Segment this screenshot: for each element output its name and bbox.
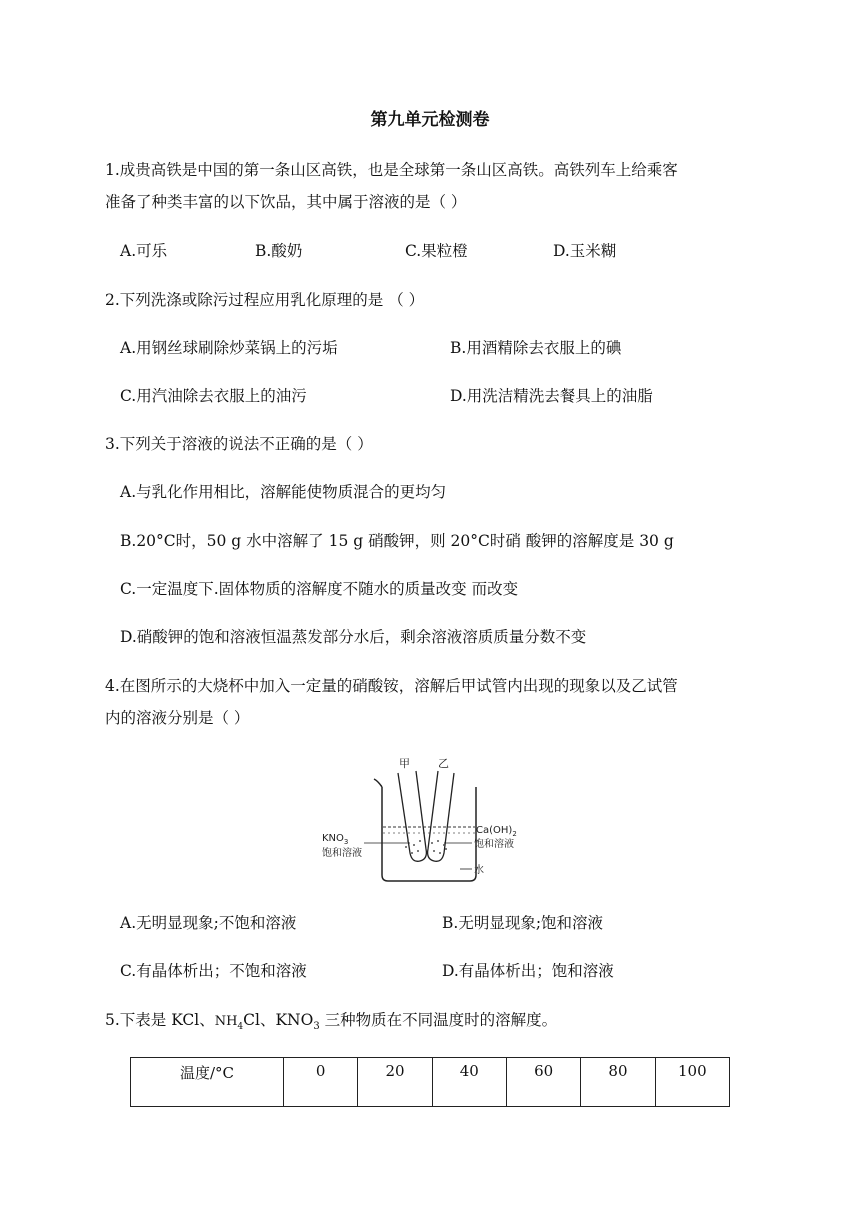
table-cell: 80 [581,1058,655,1107]
q4-stem-line1: 4.在图所示的大烧杯中加入一定量的硝酸铵，溶解后甲试管内出现的现象以及乙试管 [105,677,678,695]
q4-option-b: B.无明显现象;饱和溶液 [442,914,604,932]
kno3-label: $KNO_3$ [322,833,349,846]
kno3-solution-label: 饱和溶液 [322,848,362,859]
q2-option-a: A.用钢丝球刷除炒菜锅上的污垢 [120,339,338,357]
q2-stem: 2.下列洗涤或除污过程应用乳化原理的是 （ ） [105,291,425,309]
q2-option-b: B.用酒精除去衣服上的碘 [450,339,622,357]
tube-jia-label: 甲 [399,757,410,770]
table-header-cell: 温度/°C [131,1058,284,1107]
q3-stem: 3.下列关于溶液的说法不正确的是（ ） [105,435,373,453]
q4-stem-line2: 内的溶液分别是（ ） [105,709,250,727]
solubility-table [130,1057,730,1107]
beaker-diagram [320,757,540,892]
q2-option-d: D.用洗洁精洗去餐具上的油脂 [450,387,653,405]
table-cell: 60 [506,1058,580,1107]
water-label: 水 [474,865,484,876]
q1-option-b: B.酸奶 [255,242,303,260]
q3-option-c: C.一定温度下.固体物质的溶解度不随水的质量改变 而改变 [120,580,519,598]
caoh2-label: $Ca(OH)_2$ [476,825,517,838]
caoh2-solution-label: 饱和溶液 [474,839,514,850]
tube-jia [398,771,426,861]
table-cell: 40 [432,1058,506,1107]
q3-option-b: B.20°C时，50 g 水中溶解了 15 g 硝酸钾，则 20°C时硝 酸钾的溶解度是 30 g [120,532,674,550]
table-cell: 100 [655,1058,729,1107]
tube-yi [428,771,454,861]
q1-stem-line1: 1.成贵高铁是中国的第一条山区高铁，也是全球第一条山区高铁。高铁列车上给乘客 [105,161,678,179]
q4-option-a: A.无明显现象;不饱和溶液 [120,914,297,932]
table-row [131,1058,730,1107]
q1-option-c: C.果粒橙 [405,242,468,260]
q1-stem-line2: 准备了种类丰富的以下饮品，其中属于溶液的是（ ） [105,193,467,211]
table-cell: 0 [284,1058,358,1107]
q4-option-c: C.有晶体析出；不饱和溶液 [120,962,307,980]
q3-option-a: A.与乳化作用相比，溶解能使物质混合的更均匀 [120,483,447,501]
page-title: 第九单元检测卷 [370,110,490,130]
q2-option-c: C.用汽油除去衣服上的油污 [120,387,307,405]
beaker-outline [374,779,476,881]
q1-option-d: D.玉米糊 [553,242,617,260]
q4-option-d: D.有晶体析出；饱和溶液 [442,962,614,980]
q3-option-d: D.硝酸钾的饱和溶液恒温蒸发部分水后，剩余溶液溶质质量分数不变 [120,628,587,646]
q5-stem: 5.下表是 KCl、$NH_4Cl$、$KNO_3$ 三种物质在不同温度时的溶解度。 [105,1011,558,1033]
q1-option-a: A.可乐 [120,242,168,260]
table-cell: 20 [358,1058,432,1107]
tube-yi-label: 乙 [438,757,449,770]
